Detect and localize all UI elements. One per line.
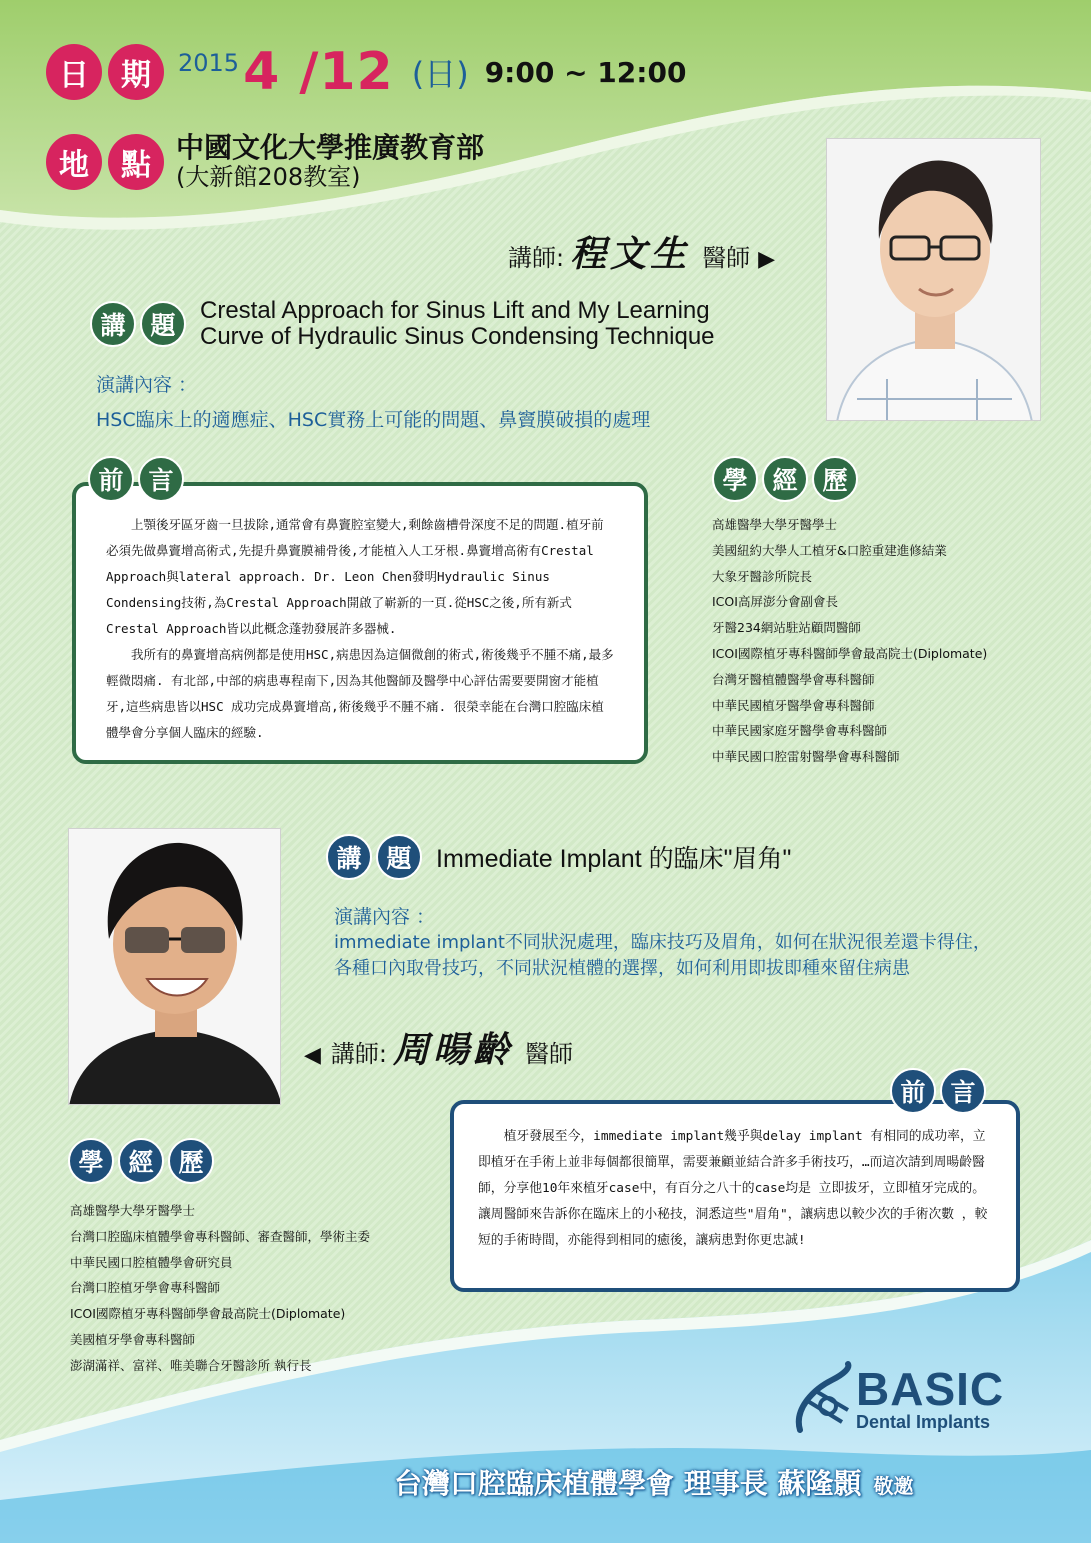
speaker1-intro-heading [88, 456, 184, 502]
date-char-1: 日 [46, 44, 102, 100]
speaker1-cred-char-2: 經 [762, 456, 808, 502]
location-row [46, 132, 484, 192]
list-item: 中華民國植牙醫學會專科醫師 [712, 697, 875, 713]
speaker1-portrait-icon [827, 139, 1041, 421]
speaker1-cred-char-3: 歷 [812, 456, 858, 502]
event-weekday: (日) [411, 55, 469, 93]
speaker1-topic-line-2: Curve of Hydraulic Sinus Condensing Technique [200, 323, 715, 350]
speaker1-intro-paragraph-2: 我所有的鼻竇增高病例都是使用HSC,病患因為這個微創的術式,術後幾乎不腫不痛,最多輕微悶痛. 有北部,中部的病患專程南下,因為其他醫師及醫學中心評估需要要開窗才能植牙,這些病患皆以HSC 成功完成鼻竇增高,術後幾乎不腫不痛. 很榮幸能在台灣口腔臨床植體學會分享個人臨床的經驗. [106, 647, 614, 740]
speaker2-intro-paragraph: 植牙發展至今，immediate implant幾乎與delay implant 有相同的成功率，立即植牙在手術上並非每個都很簡單，需要兼顧並結合許多手術技巧，…而這次請到周暘齡醫師，分享他10年來植牙case中，有百分之八十的case均是 立即拔牙，立即植牙完成的。讓周醫師來告訴你在臨床上的小秘技，洞悉這些"眉角"，讓病患以較少次的手術次數 ，較短的手術時間，亦能得到相同的癒後，讓病患對你更忠誠! [478, 1129, 988, 1248]
speaker1-content-text: HSC臨床上的適應症、HSC實務上可能的問題、鼻竇膜破損的處理 [96, 409, 651, 431]
speaker2-topic [326, 834, 791, 880]
logo-name: BASIC [856, 1362, 1005, 1415]
speaker1-intro-box [72, 482, 648, 764]
speaker2-lecturer-label: 講師: [330, 1040, 388, 1068]
list-item: ICOI高屏澎分會副會長 [712, 594, 838, 610]
speaker1-lecturer [508, 226, 775, 277]
logo-subtitle: Dental Implants [856, 1411, 991, 1432]
speaker2-intro-char-1: 前 [890, 1068, 936, 1114]
arrow-right-icon: ▶ [758, 247, 776, 272]
speaker1-topic [90, 298, 715, 350]
basic-logo [792, 1360, 1004, 1438]
location-char-2: 點 [108, 134, 164, 190]
list-item: 台灣牙醫植體醫學會專科醫師 [712, 671, 875, 687]
speaker2-title: 醫師 [525, 1040, 574, 1068]
speaker2-content-label: 演講內容 ： [334, 906, 436, 928]
location-sub: (大新館208教室) [176, 163, 361, 192]
speaker1-photo [826, 138, 1041, 421]
speaker1-name: 程文生 [570, 233, 691, 275]
speaker1-cred-char-1: 學 [712, 456, 758, 502]
list-item: 美國紐約大學人工植牙&口腔重建進修結業 [712, 542, 947, 558]
speaker2-topic-char-1: 講 [326, 834, 372, 880]
list-item: ICOI國際植牙專科醫師學會最高院士(Diplomate) [712, 645, 988, 661]
event-time: 9:00 ~ 12:00 [484, 55, 687, 89]
speaker1-topic-char-2: 題 [140, 301, 186, 347]
date-char-2: 期 [108, 44, 164, 100]
speaker1-cred-heading [712, 456, 858, 502]
implant-logo-icon [792, 1360, 854, 1438]
speaker2-credentials [70, 1198, 370, 1379]
speaker1-topic-line-1: Crestal Approach for Sinus Lift and My Learning [200, 297, 710, 324]
speaker1-lecturer-label: 講師: [508, 244, 565, 272]
speaker2-portrait-icon [69, 829, 281, 1105]
footer-suffix: 敬邀 [873, 1474, 914, 1498]
list-item: 牙醫234網站駐站顧問醫師 [712, 620, 861, 636]
speaker1-intro-paragraph-1: 上顎後牙區牙齒一旦拔除,通常會有鼻竇腔室變大,剩餘齒槽骨深度不足的問題.植牙前必須先做鼻竇增高術式,先提升鼻竇膜補骨後,才能植入人工牙根.鼻竇增高術有Crestal Approach與lateral approach. Dr. Leon Chen發明Hydraulic Sinus Condensing技術,為Crestal Approach開啟了嶄新的一頁.從HSC之後,所有新式Crestal Approach皆以此概念蓬勃發展許多器械. [106, 517, 604, 636]
location-char-1: 地 [46, 134, 102, 190]
list-item: 台灣口腔臨床植體學會專科醫師、審查醫師，學術主委 [70, 1228, 371, 1244]
speaker1-title: 醫師 [702, 244, 751, 272]
list-item: ICOI國際植牙專科醫師學會最高院士(Diplomate) [70, 1306, 346, 1322]
list-item: 中華民國口腔植體學會研究員 [70, 1254, 233, 1270]
speaker2-cred-char-3: 歷 [168, 1138, 214, 1184]
list-item: 中華民國口腔雷射醫學會專科醫師 [712, 749, 900, 765]
speaker2-cred-char-2: 經 [118, 1138, 164, 1184]
list-item: 高雄醫學大學牙醫學士 [712, 517, 838, 532]
footer-inviter: 台灣口腔臨床植體學會 理事長 蘇隆顥 [394, 1467, 862, 1500]
list-item: 高雄醫學大學牙醫學士 [70, 1203, 196, 1218]
list-item: 澎湖滿祥、富祥、唯美聯合牙醫診所 執行長 [70, 1357, 312, 1373]
speaker2-topic-char-2: 題 [376, 834, 422, 880]
speaker2-name: 周暘齡 [393, 1029, 514, 1071]
speaker2-content-line-1: immediate implant不同狀況處理，臨床技巧及眉角，如何在狀況很差還卡得住， [334, 932, 991, 953]
speaker2-topic-text: Immediate Implant 的臨床"眉角" [436, 845, 792, 873]
speaker2-content-line-2: 各種口內取骨技巧，不同狀況植體的選擇，如何利用即拔即種來留住病患 [334, 958, 910, 979]
arrow-left-icon: ◀ [304, 1043, 321, 1068]
event-year: 2015 [178, 49, 240, 77]
footer [394, 1462, 914, 1502]
date-row [46, 42, 686, 102]
speaker1-intro-char-1: 前 [88, 456, 134, 502]
speaker2-photo [68, 828, 281, 1105]
list-item: 中華民國家庭牙醫學會專科醫師 [712, 723, 888, 739]
list-item: 美國植牙學會專科醫師 [70, 1331, 196, 1347]
speaker1-topic-text [200, 298, 715, 350]
list-item: 台灣口腔植牙學會專科醫師 [70, 1280, 221, 1296]
speaker2-intro-char-2: 言 [940, 1068, 986, 1114]
speaker2-intro-heading [890, 1068, 986, 1114]
speaker1-topic-char-1: 講 [90, 301, 136, 347]
speaker2-lecturer [304, 1022, 573, 1073]
speaker2-intro-box [450, 1100, 1020, 1292]
speaker2-cred-char-1: 學 [68, 1138, 114, 1184]
speaker2-cred-heading [68, 1138, 214, 1184]
speaker1-intro-char-2: 言 [138, 456, 184, 502]
list-item: 大象牙醫診所院長 [712, 568, 813, 584]
speaker1-content-label: 演講內容 ： [96, 374, 198, 396]
location-main: 中國文化大學推廣教育部 [176, 131, 485, 164]
location-text [176, 132, 484, 192]
event-month-day: 4 /12 [243, 42, 394, 102]
speaker1-credentials [712, 512, 987, 770]
